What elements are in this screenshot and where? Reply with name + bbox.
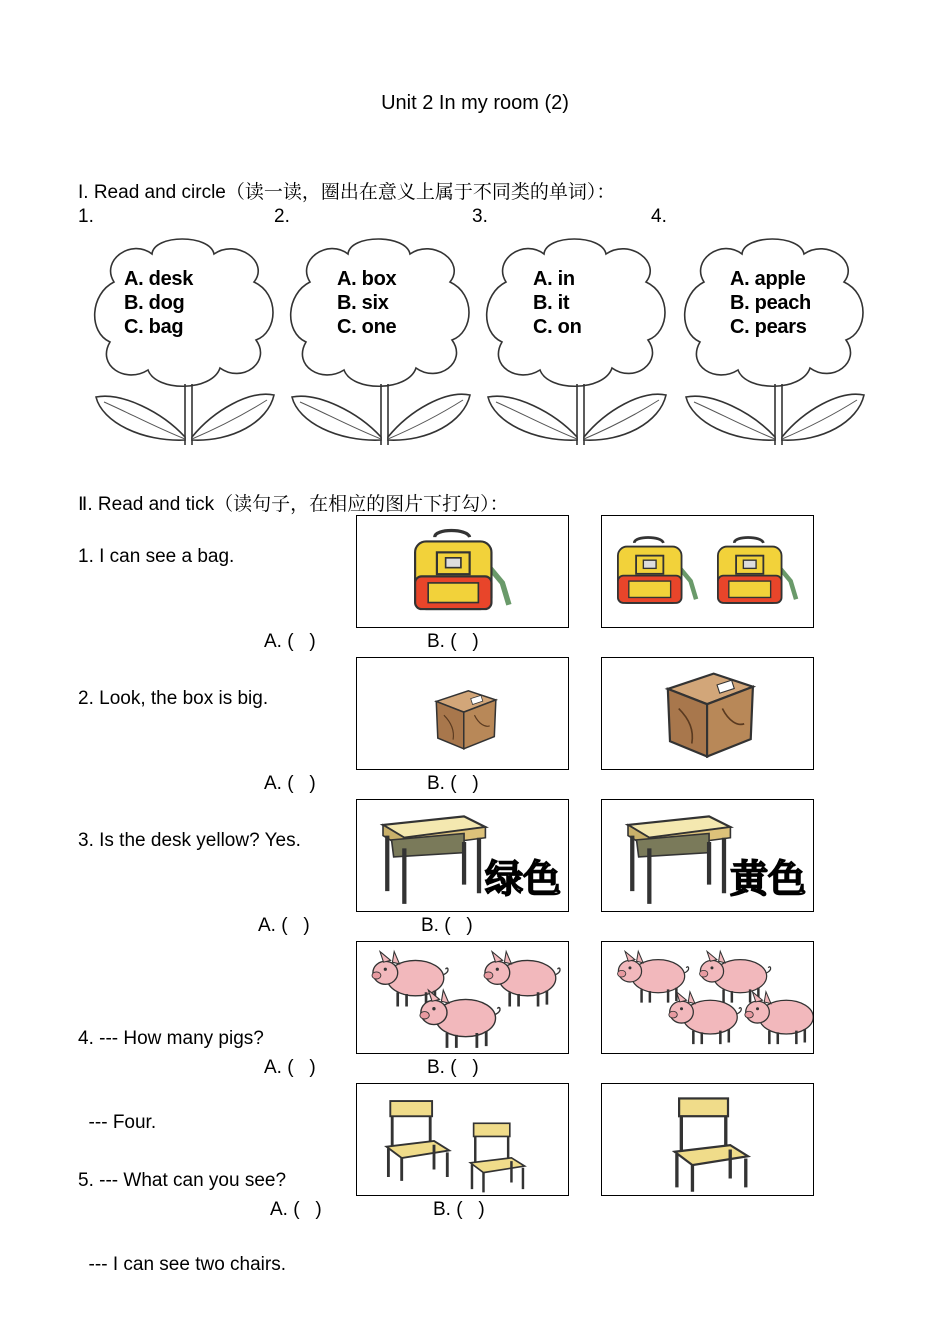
question-line: 3. Is the desk yellow? Yes. xyxy=(78,830,301,851)
option-c[interactable]: C. pears xyxy=(730,316,807,338)
question-3-picture-a[interactable] xyxy=(356,799,569,912)
option-a[interactable]: A. apple xyxy=(730,268,806,290)
flower-3 xyxy=(484,232,669,452)
group-2-options xyxy=(337,267,396,339)
question-3 xyxy=(78,827,301,855)
question-5-answer-a[interactable]: A. ( ) xyxy=(270,1199,322,1220)
one-bag-picture xyxy=(357,516,568,627)
group-1-options xyxy=(124,267,193,339)
group-3-options xyxy=(533,267,582,339)
question-5-answer-b[interactable]: B. ( ) xyxy=(433,1199,485,1220)
option-c[interactable]: C. bag xyxy=(124,316,184,338)
group-1-number: 1. xyxy=(78,206,94,227)
question-4-picture-a[interactable] xyxy=(356,941,569,1054)
question-2-answer-a[interactable]: A. ( ) xyxy=(264,773,316,794)
option-b[interactable]: B. it xyxy=(533,292,570,314)
question-line: 5. --- What can you see? xyxy=(78,1170,287,1191)
answer-line: --- Four. xyxy=(78,1112,157,1133)
answer-line: --- I can see two chairs. xyxy=(78,1254,287,1275)
question-2 xyxy=(78,685,268,713)
one-chair-picture xyxy=(602,1084,813,1195)
two-bags-picture xyxy=(602,516,813,627)
option-a[interactable]: A. desk xyxy=(124,268,194,290)
question-3-picture-b[interactable] xyxy=(601,799,814,912)
green-label: 绿色 xyxy=(485,857,562,901)
big-box-picture xyxy=(602,658,813,769)
group-4-number: 4. xyxy=(651,206,667,227)
four-pigs-picture xyxy=(602,942,813,1053)
question-line: 1. I can see a bag. xyxy=(78,546,235,567)
question-4-answer-a[interactable]: A. ( ) xyxy=(264,1057,316,1078)
question-1-picture-b[interactable] xyxy=(601,515,814,628)
small-box-picture xyxy=(357,658,568,769)
option-b[interactable]: B. six xyxy=(337,292,389,314)
option-a[interactable]: A. in xyxy=(533,268,575,290)
question-2-answer-b[interactable]: B. ( ) xyxy=(427,773,479,794)
page-title: Unit 2 In my room (2) xyxy=(381,92,569,114)
question-1 xyxy=(78,543,234,571)
question-2-picture-b[interactable] xyxy=(601,657,814,770)
flower-icon xyxy=(682,232,867,447)
question-5 xyxy=(78,1111,286,1307)
question-1-answer-a[interactable]: A. ( ) xyxy=(264,631,316,652)
group-3-number: 3. xyxy=(472,206,488,227)
question-1-answer-b[interactable]: B. ( ) xyxy=(427,631,479,652)
yellow-label: 黄色 xyxy=(730,857,807,901)
question-5-picture-b[interactable] xyxy=(601,1083,814,1196)
section-2-heading: Ⅱ. Read and tick（读句子，在相应的图片下打勾）： xyxy=(78,494,509,515)
flower-4 xyxy=(682,232,867,452)
option-a[interactable]: A. box xyxy=(337,268,397,290)
question-line: 2. Look, the box is big. xyxy=(78,688,269,709)
option-c[interactable]: C. one xyxy=(337,316,397,338)
question-1-picture-a[interactable] xyxy=(356,515,569,628)
option-b[interactable]: B. peach xyxy=(730,292,811,314)
question-5-picture-a[interactable] xyxy=(356,1083,569,1196)
question-2-picture-a[interactable] xyxy=(356,657,569,770)
flower-icon xyxy=(484,232,669,447)
section-1-heading: I. Read and circle（读一读，圈出在意义上属于不同类的单词）： xyxy=(78,182,616,203)
desk-green-picture xyxy=(357,800,568,911)
option-b[interactable]: B. dog xyxy=(124,292,185,314)
flower-2 xyxy=(288,232,473,452)
desk-yellow-picture xyxy=(602,800,813,911)
question-3-answer-a[interactable]: A. ( ) xyxy=(258,915,310,936)
two-chairs-picture xyxy=(357,1084,568,1195)
question-4-answer-b[interactable]: B. ( ) xyxy=(427,1057,479,1078)
flower-1 xyxy=(92,232,277,452)
group-4-options xyxy=(730,267,811,339)
question-3-answer-b[interactable]: B. ( ) xyxy=(421,915,473,936)
group-2-number: 2. xyxy=(274,206,290,227)
question-4-picture-b[interactable] xyxy=(601,941,814,1054)
three-pigs-picture xyxy=(357,942,568,1053)
question-line: 4. --- How many pigs? xyxy=(78,1028,264,1049)
flower-icon xyxy=(288,232,473,447)
option-c[interactable]: C. on xyxy=(533,316,582,338)
flower-icon xyxy=(92,232,277,447)
